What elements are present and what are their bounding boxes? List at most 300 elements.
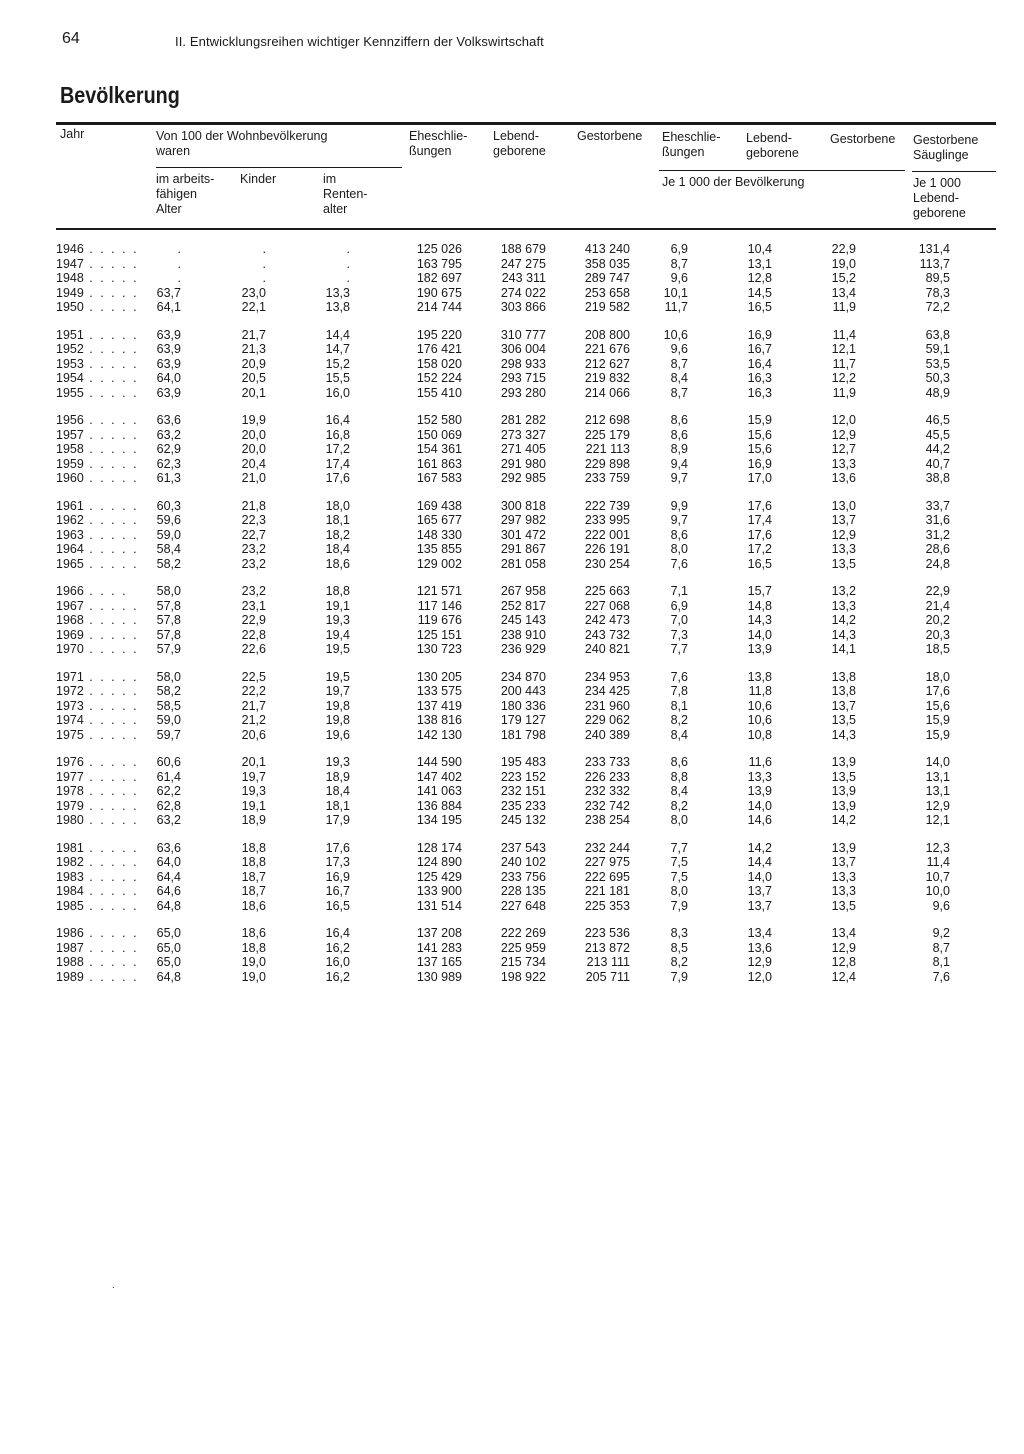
cell-gestorbene: 212 627: [584, 356, 630, 371]
cell-gestorbene-je-1000: 13,3: [831, 456, 856, 471]
table-row: [0, 955, 1024, 970]
leader-dots: . . . . .: [83, 969, 139, 984]
table-row: [0, 699, 1024, 714]
cell-rentenalter: 19,7: [325, 684, 350, 698]
cell-saeuglinge-je-1000: 7,6: [932, 969, 950, 984]
cell-rentenalter: 18,4: [325, 784, 350, 798]
table-row: [0, 557, 1024, 572]
cell-eheschliessungen: 155 410: [416, 385, 462, 400]
year-label: 1968: [56, 613, 84, 627]
cell-year: [56, 242, 139, 257]
cell-gestorbene-je-1000: 13,7: [831, 855, 856, 869]
cell-eheschliessungen: 133 900: [416, 884, 462, 898]
cell-arbeitsfaehig: 63,9: [156, 356, 181, 371]
cell-lebendgeborene-je-1000: 15,6: [747, 442, 772, 456]
cell-arbeitsfaehig: 62,3: [156, 456, 181, 471]
cell-lebendgeborene-je-1000: 13,4: [747, 926, 772, 940]
cell-eheschliessungen-je-1000: 8,7: [670, 256, 688, 271]
cell-lebendgeborene-je-1000: 16,9: [747, 456, 772, 471]
cell-arbeitsfaehig: 61,3: [156, 471, 181, 485]
cell-year: [56, 556, 139, 572]
cell-gestorbene-je-1000: 13,6: [831, 471, 856, 485]
table-row: [0, 357, 1024, 372]
table-row: [0, 428, 1024, 443]
cell-gestorbene-je-1000: 15,2: [831, 271, 856, 285]
table-row: [0, 642, 1024, 657]
year-label: 1976: [56, 755, 84, 769]
cell-kinder: 22,8: [241, 627, 266, 642]
leader-dots: . . . . .: [83, 598, 139, 613]
table-row: [0, 457, 1024, 472]
leader-dots: . . . . .: [83, 784, 139, 798]
cell-arbeitsfaehig: 63,9: [156, 327, 181, 342]
year-label: 1947: [56, 256, 84, 271]
cell-gestorbene: 358 035: [584, 256, 630, 271]
row-group: [0, 242, 1024, 315]
row-group: [0, 584, 1024, 657]
cell-year: [56, 840, 139, 856]
table-row: [0, 770, 1024, 785]
leader-dots: . . . . .: [83, 285, 139, 300]
table-row: [0, 386, 1024, 401]
cell-lebendgeborene: 292 985: [500, 471, 546, 485]
cell-eheschliessungen: 133 575: [416, 684, 462, 698]
cell-year: [56, 813, 139, 828]
cell-lebendgeborene-je-1000: 16,9: [747, 327, 772, 342]
cell-gestorbene: 230 254: [584, 556, 630, 571]
cell-lebendgeborene: 298 933: [500, 356, 546, 371]
cell-eheschliessungen: 121 571: [416, 584, 462, 598]
cell-gestorbene: 227 975: [584, 855, 630, 869]
cell-kinder: 23,2: [241, 542, 266, 556]
leader-dots: . . . . .: [83, 713, 139, 727]
cell-eheschliessungen-je-1000: 9,6: [670, 342, 688, 356]
cell-year: [56, 969, 139, 985]
cell-saeuglinge-je-1000: 8,1: [932, 955, 950, 969]
cell-lebendgeborene: 271 405: [500, 442, 546, 456]
leader-dots: . . . . .: [83, 669, 139, 684]
table-row: [0, 613, 1024, 628]
cell-kinder: 18,8: [241, 940, 266, 955]
year-label: 1959: [56, 456, 84, 471]
cell-lebendgeborene-je-1000: 13,7: [747, 898, 772, 913]
leader-dots: . . . . .: [83, 442, 139, 456]
cell-eheschliessungen-je-1000: 7,7: [670, 642, 688, 656]
cell-kinder: 19,7: [241, 769, 266, 784]
cell-rentenalter: 19,3: [325, 755, 350, 769]
cell-lebendgeborene-je-1000: 11,6: [748, 755, 772, 769]
cell-lebendgeborene: 188 679: [500, 242, 546, 256]
cell-lebendgeborene-je-1000: 16,3: [747, 385, 772, 400]
cell-kinder: .: [262, 256, 266, 271]
leader-dots: . . . . .: [83, 940, 139, 955]
cell-rentenalter: 16,2: [325, 969, 350, 984]
cell-gestorbene: 221 181: [584, 884, 630, 898]
cell-rentenalter: 19,6: [325, 727, 350, 742]
cell-lebendgeborene: 300 818: [500, 498, 546, 513]
year-label: 1980: [56, 813, 84, 827]
cell-gestorbene: 233 759: [584, 471, 630, 485]
leader-dots: . . . . .: [83, 256, 139, 271]
cell-lebendgeborene-je-1000: 14,8: [747, 598, 772, 613]
cell-eheschliessungen-je-1000: 8,7: [670, 385, 688, 400]
year-label: 1987: [56, 940, 84, 955]
cell-lebendgeborene: 223 152: [500, 769, 546, 784]
cell-gestorbene: 233 995: [584, 513, 630, 527]
table-row: [0, 784, 1024, 799]
cell-arbeitsfaehig: 60,3: [156, 498, 181, 513]
cell-rentenalter: 13,3: [325, 285, 350, 300]
cell-kinder: 22,9: [241, 613, 266, 627]
cell-lebendgeborene: 281 282: [500, 413, 546, 427]
cell-lebendgeborene: 198 922: [500, 969, 546, 984]
cell-year: [56, 613, 139, 628]
section-title: Bevölkerung: [60, 82, 180, 108]
leader-dots: . . . . .: [83, 884, 139, 898]
cell-gestorbene-je-1000: 13,9: [831, 755, 856, 769]
cell-saeuglinge-je-1000: 13,1: [925, 769, 950, 784]
cell-kinder: 20,4: [241, 456, 266, 471]
cell-lebendgeborene-je-1000: 13,9: [747, 784, 772, 798]
cell-eheschliessungen: 158 020: [416, 356, 462, 371]
cell-lebendgeborene-je-1000: 13,9: [747, 642, 772, 656]
cell-lebendgeborene: 306 004: [500, 342, 546, 356]
cell-lebendgeborene-je-1000: 14,2: [747, 840, 772, 855]
leader-dots: . . . . .: [83, 342, 139, 356]
cell-lebendgeborene: 228 135: [500, 884, 546, 898]
cell-rentenalter: 17,2: [325, 442, 350, 456]
header-je-1000-bevoelkerung: Je 1 000 der Bevölkerung: [662, 175, 805, 189]
cell-kinder: 20,1: [241, 385, 266, 400]
table-row: [0, 941, 1024, 956]
cell-lebendgeborene: 291 867: [500, 542, 546, 556]
cell-gestorbene: 219 832: [584, 371, 630, 385]
cell-year: [56, 713, 139, 728]
cell-rentenalter: 16,0: [325, 385, 350, 400]
cell-gestorbene-je-1000: 13,8: [831, 669, 856, 684]
cell-gestorbene: 229 062: [584, 713, 630, 727]
cell-year: [56, 955, 139, 970]
table-row: [0, 413, 1024, 428]
leader-dots: . . . . .: [83, 627, 139, 642]
cell-eheschliessungen-je-1000: 10,1: [663, 285, 688, 300]
cell-saeuglinge-je-1000: 72,2: [925, 300, 950, 314]
year-label: 1960: [56, 471, 84, 485]
header-bottom-rule: [56, 228, 996, 230]
cell-rentenalter: 16,9: [325, 869, 350, 884]
cell-eheschliessungen-je-1000: 6,9: [670, 242, 688, 256]
cell-lebendgeborene: 234 870: [500, 669, 546, 684]
cell-rentenalter: .: [346, 256, 350, 271]
year-label: 1969: [56, 627, 84, 642]
cell-eheschliessungen-je-1000: 8,8: [670, 769, 688, 784]
cell-gestorbene-je-1000: 12,0: [831, 413, 856, 427]
cell-gestorbene-je-1000: 22,9: [831, 242, 856, 256]
year-label: 1973: [56, 698, 84, 713]
cell-lebendgeborene: 222 269: [500, 926, 546, 940]
year-label: 1946: [56, 242, 84, 256]
cell-saeuglinge-je-1000: 50,3: [925, 371, 950, 385]
cell-gestorbene: 205 711: [585, 969, 630, 984]
cell-gestorbene-je-1000: 12,8: [831, 955, 856, 969]
year-label: 1961: [56, 498, 84, 513]
cell-kinder: .: [262, 271, 266, 285]
cell-saeuglinge-je-1000: 18,5: [925, 642, 950, 656]
cell-kinder: 21,2: [241, 713, 266, 727]
cell-lebendgeborene: 238 910: [500, 627, 546, 642]
cell-year: [56, 755, 139, 770]
cell-saeuglinge-je-1000: 10,7: [925, 869, 950, 884]
cell-gestorbene-je-1000: 13,3: [831, 542, 856, 556]
cell-gestorbene-je-1000: 14,3: [831, 627, 856, 642]
cell-saeuglinge-je-1000: 45,5: [925, 427, 950, 442]
cell-eheschliessungen: 176 421: [416, 342, 462, 356]
cell-gestorbene: 253 658: [584, 285, 630, 300]
cell-gestorbene-je-1000: 12,1: [831, 342, 856, 356]
cell-eheschliessungen: 134 195: [416, 813, 462, 827]
cell-eheschliessungen: 152 224: [416, 371, 462, 385]
header-rel-underline: [659, 170, 905, 171]
cell-lebendgeborene-je-1000: 14,0: [747, 869, 772, 884]
cell-lebendgeborene-je-1000: 16,5: [747, 300, 772, 314]
year-label: 1971: [56, 669, 84, 684]
cell-arbeitsfaehig: 64,8: [156, 898, 181, 913]
year-label: 1979: [56, 798, 84, 813]
cell-gestorbene: 225 663: [584, 584, 630, 598]
cell-kinder: 23,2: [241, 556, 266, 571]
table-row: [0, 813, 1024, 828]
cell-kinder: 20,0: [241, 427, 266, 442]
year-label: 1950: [56, 300, 84, 314]
cell-gestorbene-je-1000: 12,4: [831, 969, 856, 984]
cell-lebendgeborene: 291 980: [500, 456, 546, 471]
cell-gestorbene: 240 389: [584, 727, 630, 742]
header-kinder: Kinder: [240, 172, 277, 186]
cell-arbeitsfaehig: 65,0: [156, 940, 181, 955]
cell-kinder: 22,5: [241, 669, 266, 684]
cell-gestorbene: 222 695: [584, 869, 630, 884]
cell-rentenalter: 14,7: [325, 342, 350, 356]
cell-lebendgeborene: 243 311: [501, 271, 546, 285]
cell-gestorbene: 225 179: [584, 427, 630, 442]
table-row: [0, 799, 1024, 814]
cell-kinder: .: [262, 242, 266, 256]
cell-eheschliessungen-je-1000: 8,5: [670, 940, 688, 955]
leader-dots: . . . . .: [83, 471, 139, 485]
cell-gestorbene-je-1000: 13,5: [831, 769, 856, 784]
header-gestorbene-rel: Gestorbene: [830, 132, 896, 146]
year-label: 1962: [56, 513, 84, 527]
cell-saeuglinge-je-1000: 38,8: [925, 471, 950, 485]
cell-lebendgeborene-je-1000: 13,1: [747, 256, 772, 271]
cell-year: [56, 855, 139, 870]
cell-rentenalter: 18,1: [325, 798, 350, 813]
cell-kinder: 23,2: [241, 584, 266, 598]
cell-eheschliessungen-je-1000: 7,9: [670, 898, 688, 913]
cell-gestorbene-je-1000: 12,7: [831, 442, 856, 456]
header-lebendgeborene-rel: Lebend- geborene: [746, 131, 799, 160]
table-row: [0, 542, 1024, 557]
cell-eheschliessungen: 125 026: [416, 242, 462, 256]
cell-lebendgeborene: 237 543: [500, 840, 546, 855]
cell-kinder: 19,0: [241, 955, 266, 969]
cell-rentenalter: 19,8: [325, 713, 350, 727]
cell-arbeitsfaehig: 62,8: [156, 798, 181, 813]
year-label: 1957: [56, 427, 84, 442]
cell-gestorbene: 222 001: [584, 527, 630, 542]
cell-kinder: 21,7: [241, 698, 266, 713]
cell-gestorbene: 226 191: [584, 542, 630, 556]
cell-year: [56, 371, 139, 386]
table-row: [0, 899, 1024, 914]
cell-rentenalter: 15,5: [325, 371, 350, 385]
cell-saeuglinge-je-1000: 59,1: [925, 342, 950, 356]
table-row: [0, 471, 1024, 486]
cell-rentenalter: 18,4: [325, 542, 350, 556]
cell-lebendgeborene-je-1000: 17,2: [747, 542, 772, 556]
cell-lebendgeborene-je-1000: 15,9: [747, 413, 772, 427]
cell-lebendgeborene-je-1000: 10,4: [747, 242, 772, 256]
top-rule: [56, 122, 996, 125]
leader-dots: . . . . .: [83, 898, 139, 913]
cell-lebendgeborene-je-1000: 10,8: [747, 727, 772, 742]
cell-arbeitsfaehig: 59,7: [156, 727, 181, 742]
cell-saeuglinge-je-1000: 8,7: [932, 940, 950, 955]
cell-rentenalter: 19,4: [325, 627, 350, 642]
cell-saeuglinge-je-1000: 131,4: [918, 242, 950, 256]
cell-kinder: 19,0: [241, 969, 266, 984]
cell-rentenalter: 16,8: [325, 427, 350, 442]
cell-year: [56, 542, 139, 557]
cell-arbeitsfaehig: 63,6: [156, 413, 181, 427]
cell-arbeitsfaehig: 61,4: [156, 769, 181, 784]
cell-eheschliessungen: 137 165: [416, 955, 462, 969]
cell-lebendgeborene-je-1000: 16,4: [747, 356, 772, 371]
leader-dots: . . . . .: [83, 926, 139, 940]
cell-eheschliessungen-je-1000: 7,5: [670, 869, 688, 884]
cell-eheschliessungen-je-1000: 11,7: [664, 300, 688, 314]
table-row: [0, 584, 1024, 599]
cell-arbeitsfaehig: .: [177, 242, 181, 256]
cell-kinder: 18,7: [241, 869, 266, 884]
cell-rentenalter: 18,6: [325, 556, 350, 571]
cell-gestorbene: 234 953: [584, 669, 630, 684]
cell-lebendgeborene-je-1000: 13,8: [747, 669, 772, 684]
cell-saeuglinge-je-1000: 12,1: [925, 813, 950, 827]
cell-eheschliessungen-je-1000: 7,1: [670, 584, 688, 598]
cell-lebendgeborene: 240 102: [500, 855, 546, 869]
cell-arbeitsfaehig: 58,0: [156, 584, 181, 598]
cell-eheschliessungen-je-1000: 9,4: [670, 456, 688, 471]
cell-lebendgeborene: 301 472: [500, 527, 546, 542]
table-row: [0, 970, 1024, 985]
cell-eheschliessungen-je-1000: 7,7: [670, 840, 688, 855]
cell-lebendgeborene-je-1000: 13,6: [747, 940, 772, 955]
cell-rentenalter: 18,0: [325, 498, 350, 513]
cell-saeuglinge-je-1000: 21,4: [925, 598, 950, 613]
cell-lebendgeborene-je-1000: 16,7: [747, 342, 772, 356]
cell-eheschliessungen: 154 361: [416, 442, 462, 456]
cell-gestorbene: 221 113: [585, 442, 630, 456]
table-row: [0, 870, 1024, 885]
cell-rentenalter: 16,2: [325, 940, 350, 955]
cell-kinder: 21,8: [241, 498, 266, 513]
leader-dots: . . . . .: [83, 727, 139, 742]
cell-kinder: 20,6: [241, 727, 266, 742]
cell-year: [56, 513, 139, 528]
cell-lebendgeborene-je-1000: 15,6: [747, 427, 772, 442]
cell-year: [56, 727, 139, 743]
cell-arbeitsfaehig: 64,6: [156, 884, 181, 898]
cell-eheschliessungen: 130 205: [416, 669, 462, 684]
leader-dots: . . . . .: [83, 840, 139, 855]
cell-lebendgeborene: 245 132: [500, 813, 546, 827]
cell-saeuglinge-je-1000: 78,3: [925, 285, 950, 300]
cell-arbeitsfaehig: 57,8: [156, 627, 181, 642]
cell-saeuglinge-je-1000: 12,3: [925, 840, 950, 855]
cell-gestorbene-je-1000: 13,9: [831, 784, 856, 798]
leader-dots: . . . . .: [83, 242, 139, 256]
cell-arbeitsfaehig: 64,4: [156, 869, 181, 884]
cell-arbeitsfaehig: 65,0: [156, 955, 181, 969]
cell-lebendgeborene-je-1000: 16,5: [747, 556, 772, 571]
cell-gestorbene-je-1000: 12,2: [831, 371, 856, 385]
cell-year: [56, 798, 139, 814]
cell-gestorbene: 225 353: [584, 898, 630, 913]
cell-lebendgeborene: 297 982: [500, 513, 546, 527]
leader-dots: . . . . .: [83, 798, 139, 813]
cell-rentenalter: 16,7: [325, 884, 350, 898]
cell-rentenalter: 15,2: [325, 356, 350, 371]
cell-saeuglinge-je-1000: 53,5: [925, 356, 950, 371]
cell-lebendgeborene: 180 336: [500, 698, 546, 713]
cell-saeuglinge-je-1000: 12,9: [925, 798, 950, 813]
cell-kinder: 18,9: [241, 813, 266, 827]
cell-eheschliessungen-je-1000: 8,4: [670, 371, 688, 385]
year-label: 1984: [56, 884, 84, 898]
running-head: II. Entwicklungsreihen wichtiger Kennziffern der Volkswirtschaft: [175, 34, 544, 49]
cell-rentenalter: 19,5: [325, 642, 350, 656]
stray-mark: .: [112, 1280, 115, 1291]
cell-eheschliessungen-je-1000: 10,6: [663, 327, 688, 342]
cell-eheschliessungen: 131 514: [416, 898, 462, 913]
cell-arbeitsfaehig: 62,2: [156, 784, 181, 798]
cell-rentenalter: .: [346, 242, 350, 256]
cell-arbeitsfaehig: 58,2: [156, 556, 181, 571]
cell-gestorbene-je-1000: 13,7: [831, 698, 856, 713]
year-label: 1965: [56, 556, 84, 571]
cell-gestorbene: 219 582: [584, 300, 630, 314]
cell-eheschliessungen-je-1000: 8,2: [670, 798, 688, 813]
cell-arbeitsfaehig: 58,2: [156, 684, 181, 698]
cell-kinder: 18,8: [241, 840, 266, 855]
cell-gestorbene: 214 066: [584, 385, 630, 400]
year-label: 1983: [56, 869, 84, 884]
cell-rentenalter: 19,8: [325, 698, 350, 713]
cell-year: [56, 698, 139, 714]
cell-lebendgeborene: 233 756: [500, 869, 546, 884]
cell-rentenalter: 16,0: [325, 955, 350, 969]
cell-rentenalter: .: [346, 271, 350, 285]
cell-lebendgeborene: 232 151: [500, 784, 546, 798]
cell-gestorbene-je-1000: 12,9: [831, 427, 856, 442]
cell-lebendgeborene-je-1000: 11,8: [748, 684, 772, 698]
cell-year: [56, 627, 139, 643]
cell-eheschliessungen: 129 002: [416, 556, 462, 571]
cell-saeuglinge-je-1000: 15,9: [925, 727, 950, 742]
cell-year: [56, 456, 139, 472]
cell-eheschliessungen: 167 583: [416, 471, 462, 485]
